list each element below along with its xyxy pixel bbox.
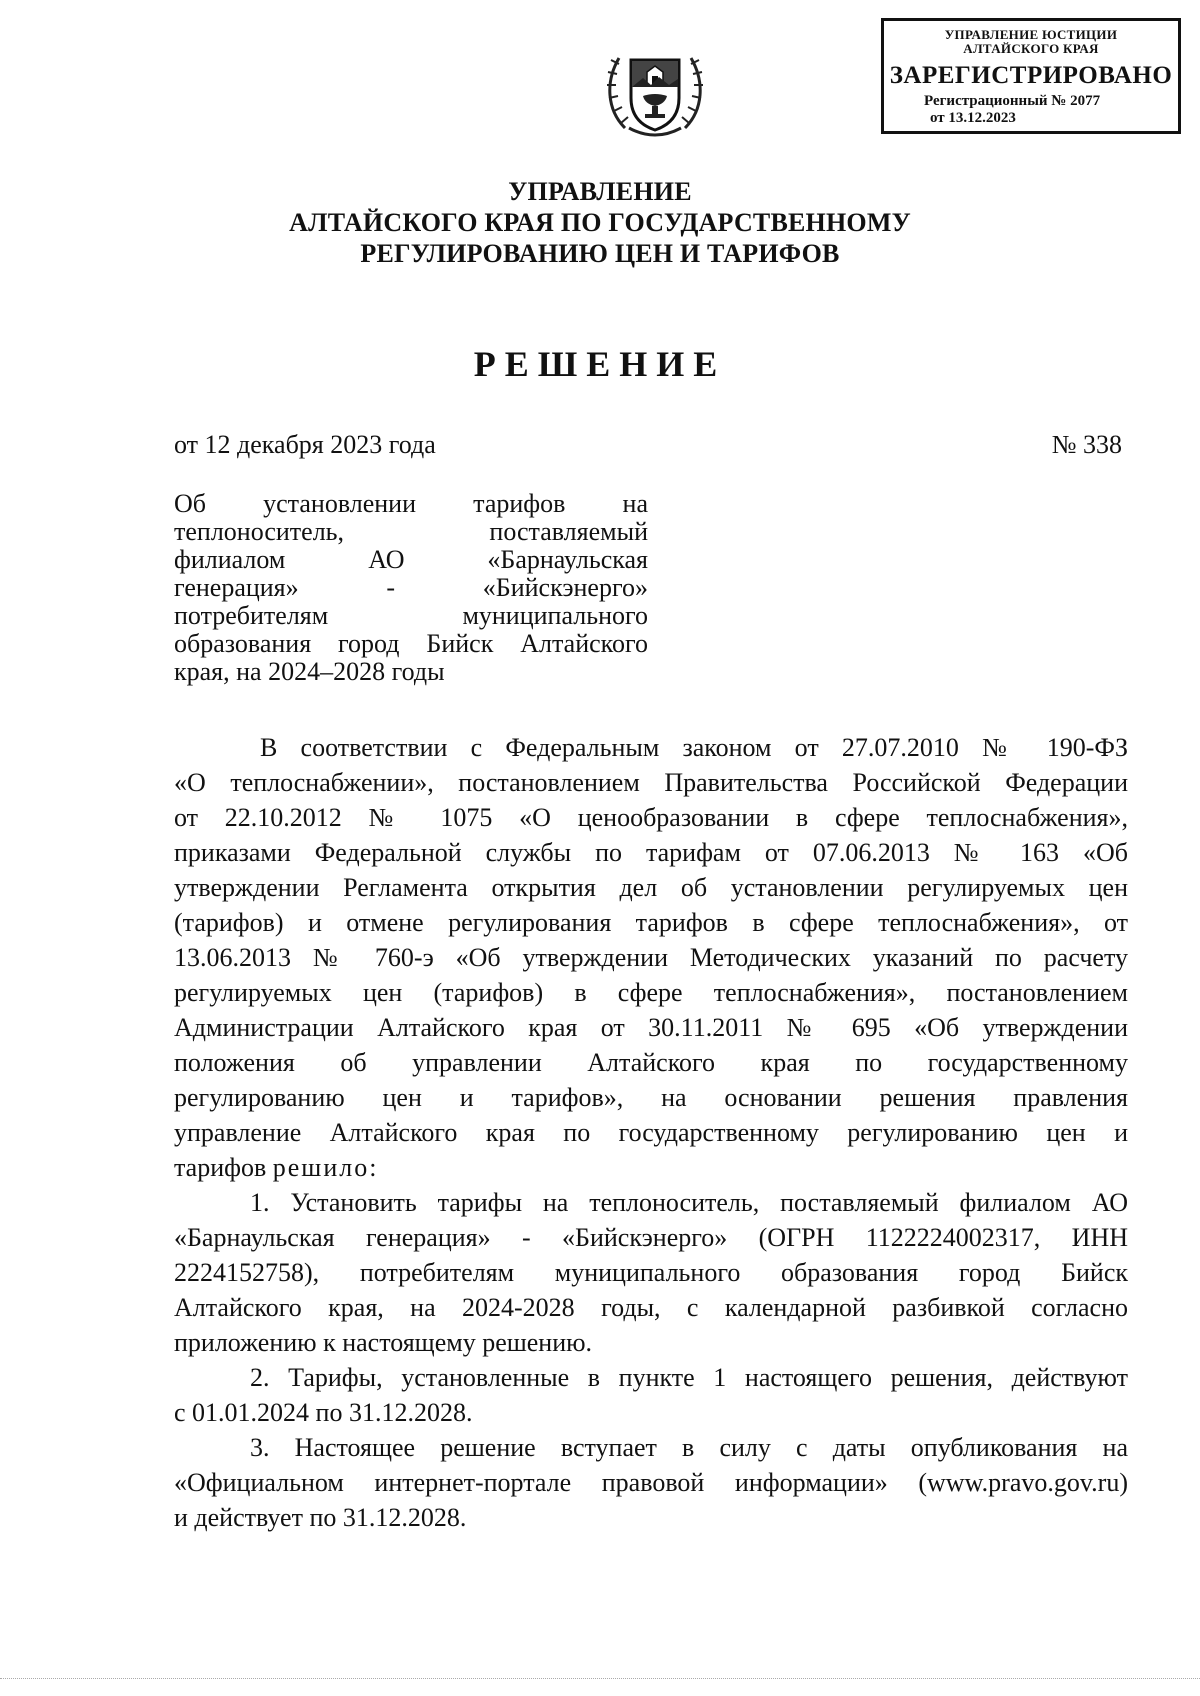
decided-word: решило: (272, 1153, 379, 1182)
preamble-line: положения об управлении Алтайского края по государственному (174, 1048, 1128, 1077)
item3-line: «Официальном интернет-портале правовой информации» (www.pravo.gov.ru) (174, 1468, 1128, 1497)
subject-line: образования город Бийск Алтайского (174, 629, 648, 658)
preamble-line: Администрации Алтайского края от 30.11.2011 № 695 «Об утверждении (174, 1013, 1128, 1042)
registration-stamp (881, 18, 1181, 134)
preamble-line: утверждении Регламента открытия дел об установлении регулируемых цен (174, 873, 1128, 902)
document-number: № 338 (1051, 430, 1122, 459)
item1-line: Алтайского края, на 2024-2028 годы, с календарной разбивкой согласно (174, 1293, 1128, 1322)
scan-edge-artifact (0, 1678, 1200, 1681)
preamble-line: «О теплоснабжении», постановлением Правительства Российской Федерации (174, 768, 1128, 797)
preamble-last-line (174, 1150, 1128, 1185)
document-date: от 12 декабря 2023 года (174, 430, 436, 459)
subject-line: Об установлении тарифов на (174, 489, 648, 518)
subject-line: филиалом АО «Барнаульская (174, 545, 648, 574)
preamble-line: (тарифов) и отмене регулирования тарифов в сфере теплоснабжения», от (174, 908, 1128, 937)
item1-line: 1. Установить тарифы на теплоноситель, поставляемый филиалом АО (250, 1188, 1128, 1217)
subject-line: генерация» - «Бийскэнерго» (174, 573, 648, 602)
coat-of-arms-emblem (595, 30, 715, 150)
document-subject (174, 490, 648, 686)
item1-line: приложению к настоящему решению. (174, 1328, 593, 1357)
stamp-reg-date: от 13.12.2023 (930, 110, 1016, 126)
preamble-line: В соответствии с Федеральным законом от 27.07.2010 № 190-ФЗ (260, 733, 1128, 762)
stamp-org-line2: АЛТАЙСКОГО КРАЯ (963, 41, 1099, 56)
agency-title-line3: РЕГУЛИРОВАНИЮ ЦЕН И ТАРИФОВ (360, 239, 840, 268)
preamble-line: управление Алтайского края по государственному регулированию цен и (174, 1118, 1128, 1147)
document-type-title: РЕШЕНИЕ (473, 344, 727, 384)
subject-line: края, на 2024–2028 годы (174, 657, 445, 686)
item2-line: с 01.01.2024 по 31.12.2028. (174, 1398, 473, 1427)
subject-line: потребителям муниципального (174, 601, 648, 630)
item1-line: «Барнаульская генерация» - «Бийскэнерго» (ОГРН 1122224002317, ИНН (174, 1223, 1128, 1252)
agency-title (150, 176, 1050, 269)
preamble-line: регулированию цен и тарифов», на основании решения правления (174, 1083, 1128, 1112)
stamp-org-line1: УПРАВЛЕНИЕ ЮСТИЦИИ (944, 27, 1118, 42)
item1-line: 2224152758), потребителям муниципального образования город Бийск (174, 1258, 1128, 1287)
preamble-last-word: тарифов (174, 1153, 267, 1182)
stamp-status: ЗАРЕГИСТРИРОВАНО (889, 62, 1173, 89)
preamble-line: регулируемых цен (тарифов) в сфере теплоснабжения», постановлением (174, 978, 1128, 1007)
preamble-line: приказами Федеральной службы по тарифам от 07.06.2013 № 163 «Об (174, 838, 1128, 867)
item3-line: и действует по 31.12.2028. (174, 1503, 467, 1532)
preamble-line: от 22.10.2012 № 1075 «О ценообразовании в сфере теплоснабжения», (174, 803, 1128, 832)
subject-line: теплоноситель, поставляемый (174, 517, 648, 546)
preamble-line: 13.06.2013 № 760-э «Об утверждении Методических указаний по расчету (174, 943, 1128, 972)
agency-title-line1: УПРАВЛЕНИЕ (508, 177, 692, 206)
item3-line: 3. Настоящее решение вступает в силу с даты опубликования на (250, 1433, 1128, 1462)
document-body (174, 730, 1128, 1535)
item2-line: 2. Тарифы, установленные в пункте 1 настоящего решения, действуют (250, 1363, 1128, 1392)
agency-title-line2: АЛТАЙСКОГО КРАЯ ПО ГОСУДАРСТВЕННОМУ (289, 208, 911, 237)
stamp-reg-number: Регистрационный № 2077 (924, 93, 1101, 109)
